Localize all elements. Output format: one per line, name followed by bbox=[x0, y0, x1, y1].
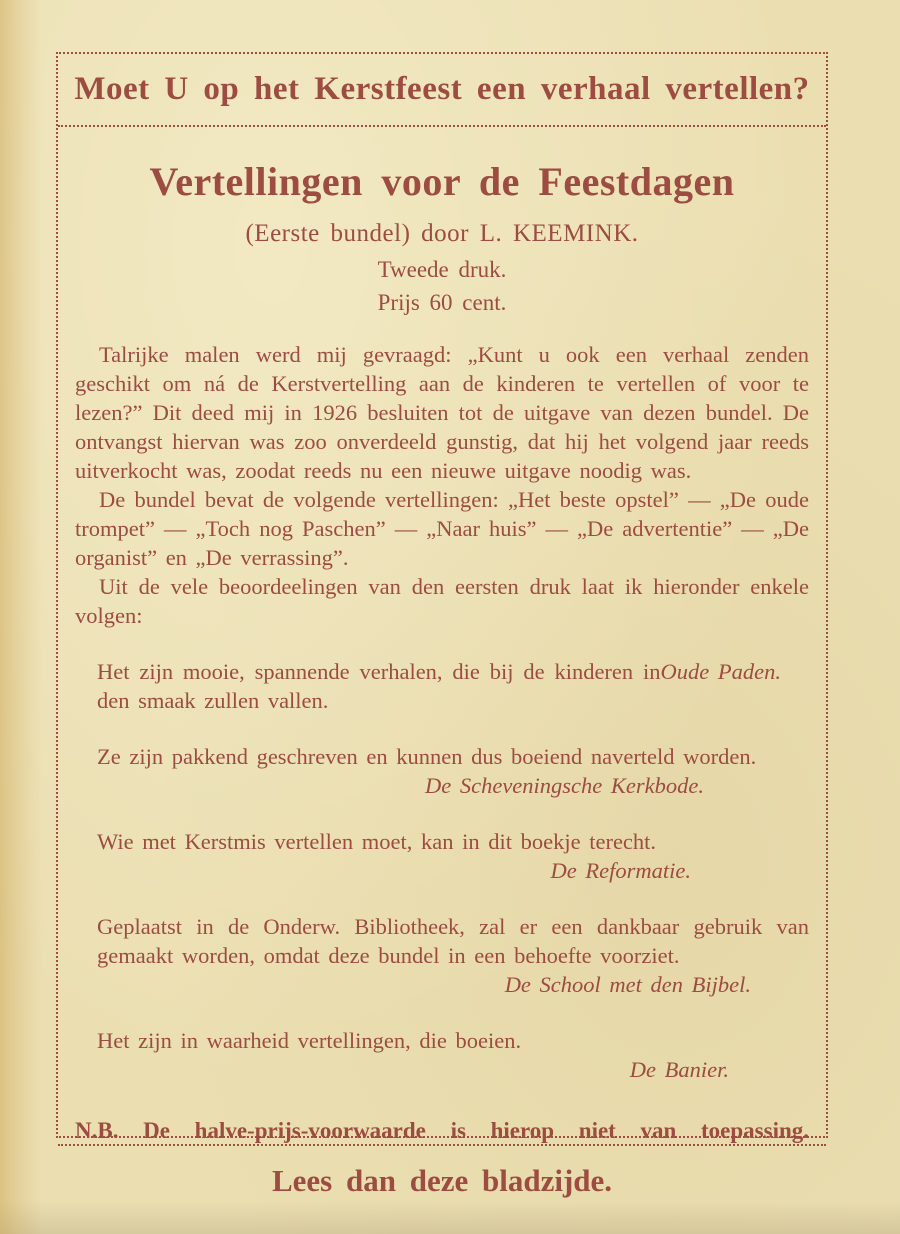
review-text: Wie met Kerstmis vertellen moet, kan in dit boekje terecht. bbox=[97, 829, 657, 854]
paragraph-reviews-intro: Uit de vele beoordeelingen van den eersten druk laat ik hieronder enkele volgen: bbox=[75, 574, 809, 628]
book-edition: Tweede druk. bbox=[377, 257, 507, 282]
review-source: De Reformatie. bbox=[550, 858, 691, 883]
review-source: De School met den Bijbel. bbox=[504, 972, 751, 997]
footer-band bbox=[58, 1144, 826, 1216]
paragraph-introduction: Talrijke malen werd mij gevraagd: „Kunt u ook een verhaal zenden geschikt om ná de Kerstvertelling aan de kinderen te vertellen of voor te lezen?” Dit deed mij in 1926 besluiten tot de uitgave van dezen bundel. De ontvangst hiervan was zoo onverdeeld gunstig, dat hij het volgend jaar reeds uitverkocht was, zoodat reeds nu een nieuwe uitgave noodig was. bbox=[75, 342, 809, 483]
review-source: De Banier. bbox=[629, 1057, 729, 1082]
book-byline: (Eerste bundel) door L. KEEMINK. bbox=[245, 220, 639, 247]
review-item bbox=[75, 1026, 809, 1084]
review-text: Oude Paden. Het zijn mooie, spannende verhalen, die bij de kinderen in den smaak zullen vallen. bbox=[75, 657, 809, 715]
review-text: Ze zijn pakkend geschreven en kunnen dus boeiend naverteld worden. bbox=[97, 744, 757, 769]
review-source: Oude Paden. bbox=[660, 659, 781, 684]
review-item bbox=[75, 657, 809, 715]
banner-closing: Lees dan deze bladzijde. bbox=[271, 1163, 613, 1198]
review-text: Het zijn in waarheid vertellingen, die boeien. bbox=[97, 1028, 522, 1053]
banner-question: Moet U op het Kerstfeest een verhaal vertellen? bbox=[74, 71, 810, 107]
review-text: Geplaatst in de Onderw. Bibliotheek, zal er een dankbaar gebruik van gemaakt worden, omdat deze bundel in een behoefte voorziet. bbox=[97, 914, 809, 968]
review-source: De Scheveningsche Kerkbode. bbox=[424, 773, 704, 798]
book-price: Prijs 60 cent. bbox=[377, 290, 507, 315]
review-item bbox=[75, 827, 809, 885]
header-band bbox=[58, 54, 826, 127]
book-title: Vertellingen voor de Feestdagen bbox=[149, 159, 735, 204]
main-content bbox=[58, 127, 826, 1144]
review-item bbox=[75, 912, 809, 999]
paragraph-contents: De bundel bevat de volgende vertellingen: „Het beste opstel” — „De oude trompet” — „Toch nog Paschen” — „Naar huis” — „De advertentie” — „De organist” en „De verrassing”. bbox=[75, 487, 809, 570]
review-item bbox=[75, 742, 809, 800]
nota-bene: N.B. De halve-prijs-voorwaarde is hierop niet van toepassing. bbox=[75, 1118, 809, 1143]
advertisement-frame bbox=[56, 52, 828, 1198]
